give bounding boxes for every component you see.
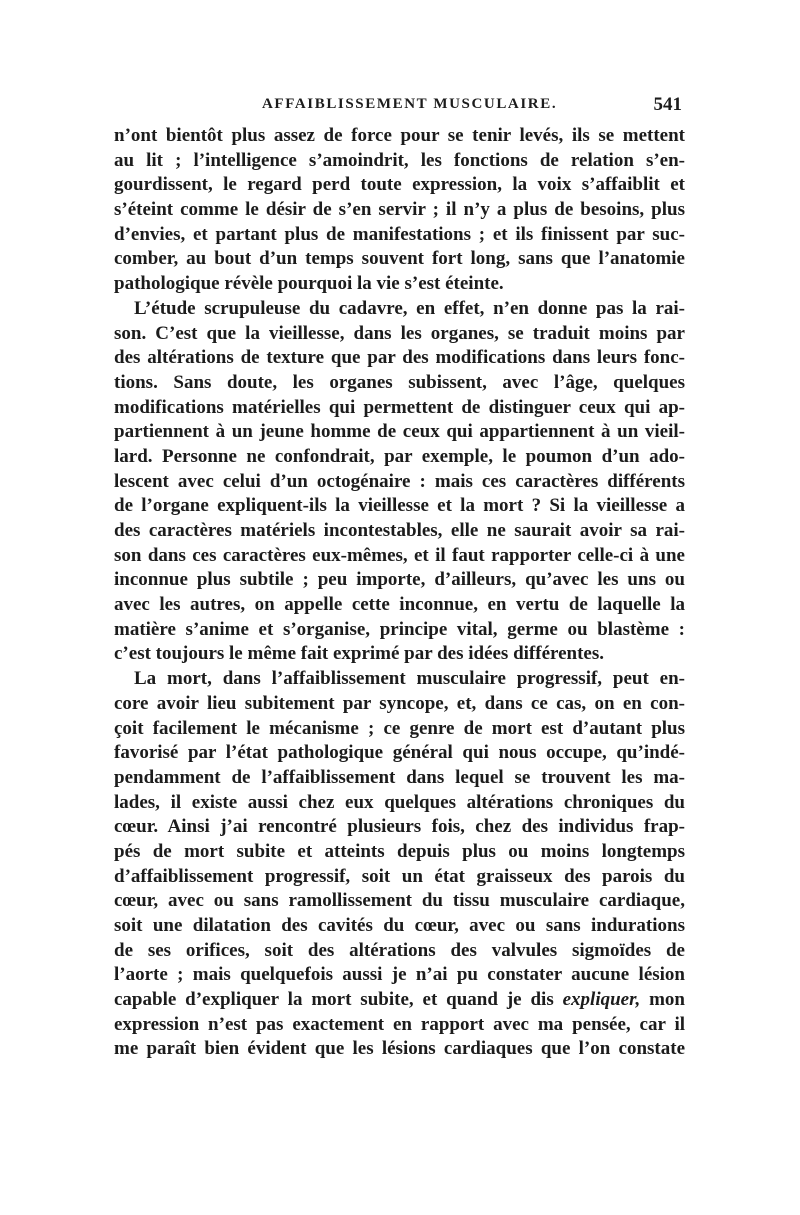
text-line: lescent avec celui d’un octogénaire : mais ces caractères différents — [114, 470, 685, 492]
text-line: des altérations de texture que par des modifications dans leurs fonc- — [114, 347, 685, 369]
text-line: pendamment de l’affaiblissement dans lequel se trouvent les ma- — [114, 766, 685, 788]
paragraph-start-line: L’étude scrupuleuse du cadavre, en effet, n’en donne pas la rai- — [134, 297, 685, 319]
paragraph-start-line: La mort, dans l’affaiblissement musculaire progressif, peut en- — [134, 668, 685, 690]
text-line: d’affaiblissement progressif, soit un état graisseux des parois du — [114, 865, 685, 887]
text-line: de l’organe expliquent-ils la vieillesse et la mort ? Si la vieillesse a — [114, 495, 685, 517]
text-line: pés de mort subite et atteints depuis plus ou moins longtemps — [114, 840, 685, 862]
text-line: des caractères matériels incontestables, elle ne saurait avoir sa rai- — [114, 520, 685, 541]
text-line: tions. Sans doute, les organes subissent, avec l’âge, quelques — [114, 371, 685, 393]
text-line: partiennent à un jeune homme de ceux qui appartiennent à un vieil- — [114, 421, 685, 443]
text-line: avec les autres, on appelle cette inconnue, en vertu de laquelle la — [114, 594, 685, 616]
text-line: expression n’est pas exactement en rapport avec ma pensée, car il — [114, 1013, 685, 1035]
text-line: core avoir lieu subitement par syncope, et, dans ce cas, on en con- — [114, 692, 685, 714]
text-line: lard. Personne ne confondrait, par exemple, le poumon d’un ado- — [114, 445, 685, 467]
running-head — [112, 96, 682, 120]
text-line: matière s’anime et s’organise, principe vital, germe ou blastème : — [114, 618, 685, 640]
running-head-title: AFFAIBLISSEMENT MUSCULAIRE. — [262, 96, 558, 112]
text-line: son dans ces caractères eux-mêmes, et il faut rapporter celle-ci à une — [114, 544, 685, 566]
text-line: son. C’est que la vieillesse, dans les organes, se traduit moins par — [114, 322, 685, 344]
text-line: de ses orifices, soit des altérations des valvules sigmoïdes de — [114, 939, 685, 961]
text-line: n’ont bientôt plus assez de force pour se tenir levés, ils se mettent — [114, 125, 685, 146]
text-line-with-italic — [114, 988, 685, 1013]
text-line: me paraît bien évident que les lésions cardiaques que l’on constate — [114, 1038, 685, 1060]
text-line: cœur. Ainsi j’ai rencontré plusieurs fois, chez des individus frap- — [114, 816, 685, 838]
text-line: c’est toujours le même fait exprimé par des idées différentes. — [114, 643, 605, 665]
text-line: çoit facilement le mécanisme ; ce genre de mort est d’autant plus — [114, 717, 685, 739]
page-number: 541 — [653, 94, 682, 115]
text-line: cœur, avec ou sans ramollissement du tissu musculaire cardiaque, — [114, 890, 685, 912]
text-line: inconnue plus subtile ; peu importe, d’ailleurs, qu’avec les uns ou — [114, 569, 685, 591]
text-line: favorisé par l’état pathologique général qui nous occupe, qu’indé- — [114, 742, 685, 764]
body-text — [114, 124, 685, 1062]
line-text-before-italic: capable d’expliquer la mort subite, et quand je dis — [114, 989, 563, 1011]
text-line: soit une dilatation des cavités du cœur, avec ou sans indurations — [114, 915, 685, 936]
text-line: gourdissent, le regard perd toute expression, la voix s’affaiblit et — [114, 174, 685, 196]
italic-word: expliquer, — [562, 989, 641, 1011]
text-line: pathologique révèle pourquoi la vie s’est éteinte. — [114, 273, 504, 295]
text-line: l’aorte ; mais quelquefois aussi je n’ai pu constater aucune lésion — [114, 964, 685, 986]
text-line: modifications matérielles qui permettent de distinguer ceux qui ap- — [114, 396, 685, 418]
line-text-after-italic: mon — [640, 989, 685, 1011]
text-line: lades, il existe aussi chez eux quelques altérations chroniques du — [114, 791, 685, 813]
text-line: comber, au bout d’un temps souvent fort long, sans que l’anatomie — [114, 248, 685, 270]
text-line: s’éteint comme le désir de s’en servir ; il n’y a plus de besoins, plus — [114, 199, 685, 221]
text-line: au lit ; l’intelligence s’amoindrit, les fonctions de relation s’en- — [114, 149, 685, 171]
text-line: d’envies, et partant plus de manifestations ; et ils finissent par suc- — [114, 223, 685, 245]
